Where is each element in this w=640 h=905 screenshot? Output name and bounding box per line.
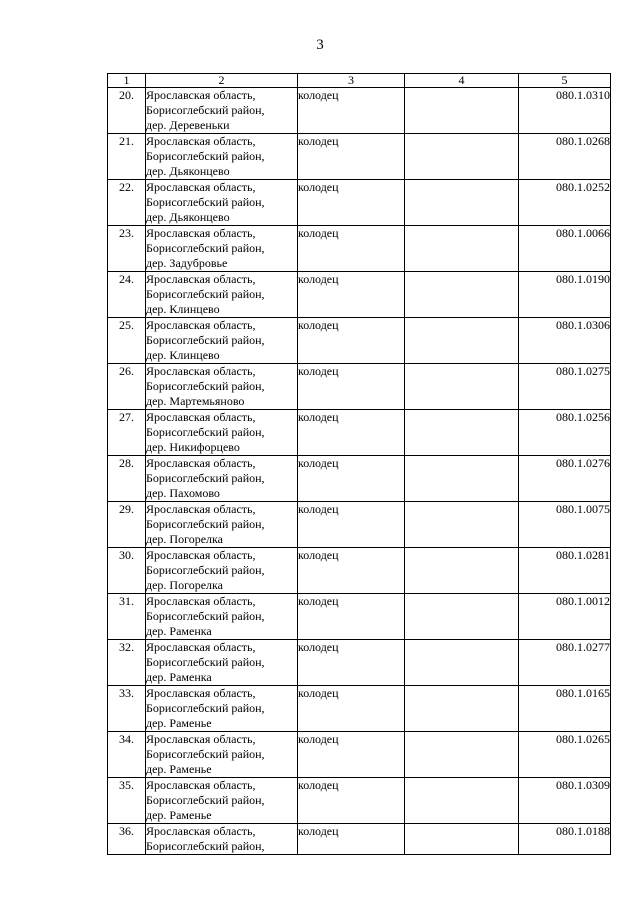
row-number-cell: 34. [108,732,146,778]
column-header: 2 [146,74,298,88]
code-cell: 080.1.0310 [519,88,611,134]
row-number-cell: 23. [108,226,146,272]
column-4-cell [405,778,519,824]
address-cell: Ярославская область, Борисоглебский район, дер. Раменка [146,594,298,640]
column-4-cell [405,180,519,226]
address-cell: Ярославская область, Борисоглебский район, [146,824,298,855]
row-number-cell: 29. [108,502,146,548]
row-number-cell: 36. [108,824,146,855]
row-number-cell: 26. [108,364,146,410]
object-type-cell: колодец [298,134,405,180]
object-type-cell: колодец [298,410,405,456]
object-type-cell: колодец [298,732,405,778]
table-row [108,502,611,548]
code-cell: 080.1.0275 [519,364,611,410]
table-row [108,88,611,134]
object-type-cell: колодец [298,180,405,226]
column-4-cell [405,88,519,134]
code-cell: 080.1.0075 [519,502,611,548]
column-4-cell [405,226,519,272]
address-cell: Ярославская область, Борисоглебский район, дер. Клинцево [146,272,298,318]
object-type-cell: колодец [298,778,405,824]
object-type-cell: колодец [298,226,405,272]
code-cell: 080.1.0165 [519,686,611,732]
code-cell: 080.1.0277 [519,640,611,686]
row-number-cell: 27. [108,410,146,456]
code-cell: 080.1.0190 [519,272,611,318]
column-4-cell [405,732,519,778]
row-number-cell: 25. [108,318,146,364]
table-row [108,272,611,318]
column-4-cell [405,410,519,456]
table-row [108,410,611,456]
column-header: 1 [108,74,146,88]
object-type-cell: колодец [298,640,405,686]
address-cell: Ярославская область, Борисоглебский район, дер. Погорелка [146,502,298,548]
object-type-cell: колодец [298,456,405,502]
column-4-cell [405,824,519,855]
code-cell: 080.1.0281 [519,548,611,594]
address-cell: Ярославская область, Борисоглебский район, дер. Раменье [146,732,298,778]
code-cell: 080.1.0066 [519,226,611,272]
column-header: 3 [298,74,405,88]
address-cell: Ярославская область, Борисоглебский район, дер. Клинцево [146,318,298,364]
column-header: 5 [519,74,611,88]
table-row [108,732,611,778]
address-cell: Ярославская область, Борисоглебский район, дер. Мартемьяново [146,364,298,410]
address-cell: Ярославская область, Борисоглебский район, дер. Пахомово [146,456,298,502]
object-type-cell: колодец [298,824,405,855]
row-number-cell: 21. [108,134,146,180]
address-cell: Ярославская область, Борисоглебский район, дер. Задубровье [146,226,298,272]
table-row [108,456,611,502]
column-4-cell [405,686,519,732]
table-row [108,824,611,855]
row-number-cell: 33. [108,686,146,732]
code-cell: 080.1.0188 [519,824,611,855]
row-number-cell: 35. [108,778,146,824]
table-row [108,640,611,686]
column-4-cell [405,134,519,180]
object-type-cell: колодец [298,318,405,364]
table-row [108,594,611,640]
address-cell: Ярославская область, Борисоглебский район, дер. Дьяконцево [146,180,298,226]
column-header: 4 [405,74,519,88]
code-cell: 080.1.0268 [519,134,611,180]
code-cell: 080.1.0252 [519,180,611,226]
row-number-cell: 28. [108,456,146,502]
row-number-cell: 32. [108,640,146,686]
column-4-cell [405,272,519,318]
address-cell: Ярославская область, Борисоглебский район, дер. Раменка [146,640,298,686]
table-row [108,778,611,824]
code-cell: 080.1.0256 [519,410,611,456]
table-row [108,318,611,364]
registry-table [107,73,611,855]
code-cell: 080.1.0265 [519,732,611,778]
address-cell: Ярославская область, Борисоглебский район, дер. Раменье [146,686,298,732]
table-row [108,226,611,272]
column-4-cell [405,364,519,410]
column-4-cell [405,318,519,364]
row-number-cell: 31. [108,594,146,640]
table-header-row [108,74,611,88]
page-number: 3 [316,37,324,53]
address-cell: Ярославская область, Борисоглебский район, дер. Погорелка [146,548,298,594]
code-cell: 080.1.0309 [519,778,611,824]
object-type-cell: колодец [298,594,405,640]
object-type-cell: колодец [298,88,405,134]
column-4-cell [405,548,519,594]
row-number-cell: 30. [108,548,146,594]
column-4-cell [405,502,519,548]
table-row [108,548,611,594]
address-cell: Ярославская область, Борисоглебский район, дер. Дьяконцево [146,134,298,180]
table-row [108,364,611,410]
column-4-cell [405,456,519,502]
row-number-cell: 22. [108,180,146,226]
object-type-cell: колодец [298,686,405,732]
code-cell: 080.1.0306 [519,318,611,364]
table-body [108,88,611,855]
object-type-cell: колодец [298,364,405,410]
column-4-cell [405,594,519,640]
table-row [108,180,611,226]
object-type-cell: колодец [298,272,405,318]
address-cell: Ярославская область, Борисоглебский район, дер. Раменье [146,778,298,824]
code-cell: 080.1.0276 [519,456,611,502]
column-4-cell [405,640,519,686]
object-type-cell: колодец [298,548,405,594]
object-type-cell: колодец [298,502,405,548]
address-cell: Ярославская область, Борисоглебский район, дер. Никифорцево [146,410,298,456]
code-cell: 080.1.0012 [519,594,611,640]
row-number-cell: 20. [108,88,146,134]
table-row [108,134,611,180]
table-row [108,686,611,732]
address-cell: Ярославская область, Борисоглебский район, дер. Деревеньки [146,88,298,134]
row-number-cell: 24. [108,272,146,318]
